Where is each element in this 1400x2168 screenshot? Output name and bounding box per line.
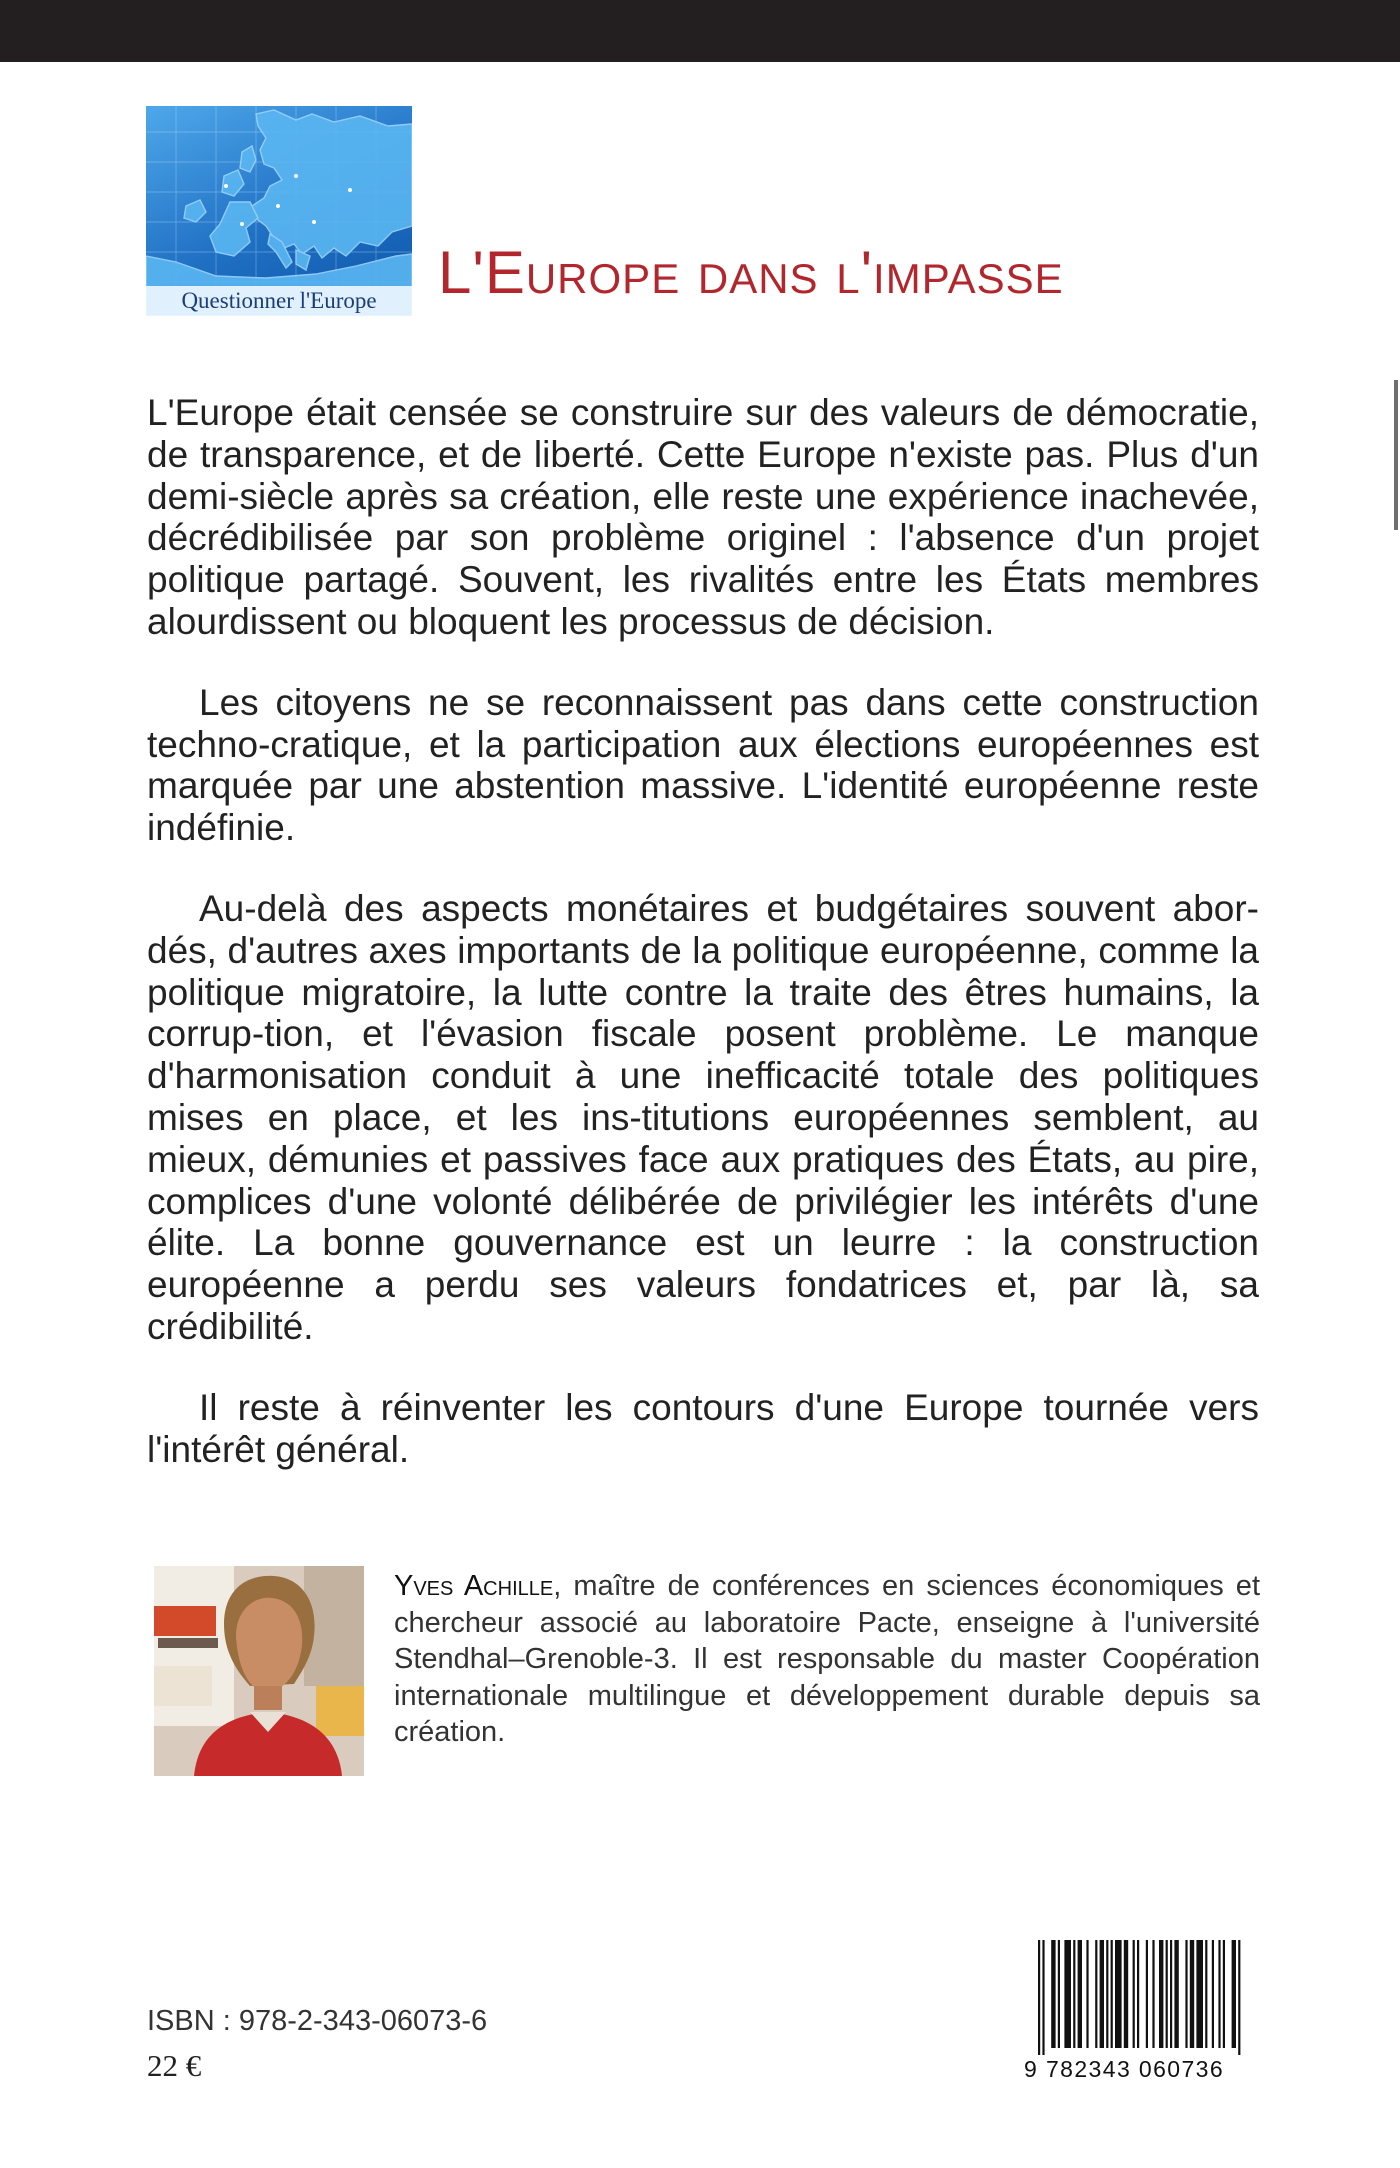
- barcode-bar: [1174, 1940, 1178, 2048]
- back-cover-blurb: [147, 392, 1259, 1509]
- author-portrait-image: [154, 1566, 364, 1776]
- barcode-bar: [1038, 1940, 1040, 2055]
- barcode-bar: [1106, 1940, 1108, 2048]
- barcode-bar: [1223, 1940, 1225, 2048]
- barcode-bar: [1133, 1940, 1135, 2048]
- top-band: [0, 0, 1400, 62]
- isbn-text: ISBN : 978-2-343-06073-6: [147, 2005, 488, 2037]
- author-photo: [154, 1566, 364, 1776]
- barcode-bars: [1038, 1940, 1256, 2055]
- barcode-bar: [1124, 1940, 1128, 2048]
- series-label: Questionner l'Europe: [146, 286, 412, 316]
- blurb-paragraph: L'Europe était censée se construire sur des valeurs de démocratie, de transparence, et de liberté. Cette Europe n'existe pas. Plus d'un demi-siècle après sa création, elle reste une expérience inachevée, décrédibilisée par son problème originel : l'absence d'un projet politique partagé. Souvent, les rivalités entre les États membres alourdissent ou bloquent les processus de décision.: [147, 392, 1259, 642]
- barcode-bar: [1115, 1940, 1122, 2048]
- barcode-bar: [1146, 1940, 1148, 2048]
- barcode-bar: [1095, 1940, 1097, 2048]
- barcode: [1022, 1940, 1262, 2090]
- barcode-bar: [1238, 1940, 1240, 2055]
- blurb-paragraph: Au-delà des aspects monétaires et budgétaires souvent abor-dés, d'autres axes importants de la politique européenne, comme la politique migratoire, la lutte contre la traite des êtres humains, la corrup-tion, et l'évasion fiscale posent problème. Le manque d'harmonisation conduit à une inefficacité totale des politiques mises en place, et les ins-titutions européennes semblent, au mieux, démunies et passives face aux pratiques des États, au pire, complices d'une volonté délibérée de privilégier les intérêts d'une élite. La bonne gouvernance est un leurre : la construction européenne a perdu ses valeurs fondatrices et, par là, sa crédibilité.: [147, 887, 1259, 1347]
- barcode-bar: [1190, 1940, 1194, 2048]
- barcode-bar: [1051, 1940, 1055, 2048]
- barcode-bar: [1078, 1940, 1082, 2048]
- barcode-bar: [1185, 1940, 1187, 2048]
- barcode-digits: 9 782343 060736: [1024, 2056, 1225, 2082]
- barcode-bar: [1086, 1940, 1088, 2048]
- barcode-bar: [1100, 1940, 1104, 2048]
- barcode-bar: [1159, 1940, 1163, 2048]
- series-badge: [146, 106, 412, 316]
- barcode-bar: [1058, 1940, 1060, 2048]
- barcode-bar: [1073, 1940, 1075, 2048]
- barcode-bar: [1232, 1940, 1236, 2048]
- barcode-bar: [1170, 1940, 1172, 2048]
- edge-rule: [1394, 380, 1398, 530]
- barcode-bar: [1152, 1940, 1154, 2048]
- europe-map-image: [146, 106, 412, 316]
- barcode-bar: [1137, 1940, 1139, 2048]
- barcode-bar: [1064, 1940, 1071, 2048]
- author-bio-text: , maître de conférences en sciences économiques et chercheur associé au laboratoire Pacte, enseigne à l'université Stendhal–Grenoble-3. Il est responsable du master Coopération internationale multilingue et développement durable depuis sa création.: [394, 1570, 1260, 1748]
- author-name: Yves Achille: [394, 1570, 554, 1602]
- barcode-bar: [1042, 1940, 1044, 2055]
- author-bio: [394, 1568, 1260, 1751]
- barcode-bar: [1205, 1940, 1207, 2048]
- book-title: L'Europe dans l'impasse: [438, 239, 1064, 306]
- barcode-bar: [1212, 1940, 1214, 2048]
- barcode-bar: [1111, 1940, 1113, 2048]
- blurb-paragraph: Les citoyens ne se reconnaissent pas dans cette construction techno-cratique, et la participation aux élections européennes est marquée par une abstention massive. L'identité européenne reste indéfinie.: [147, 681, 1259, 849]
- barcode-bar: [1196, 1940, 1203, 2048]
- price-text: 22 €: [147, 2048, 202, 2083]
- barcode-bar: [1166, 1940, 1168, 2048]
- blurb-paragraph: Il reste à réinventer les contours d'une Europe tournée vers l'intérêt général.: [147, 1386, 1259, 1470]
- barcode-bar: [1218, 1940, 1220, 2048]
